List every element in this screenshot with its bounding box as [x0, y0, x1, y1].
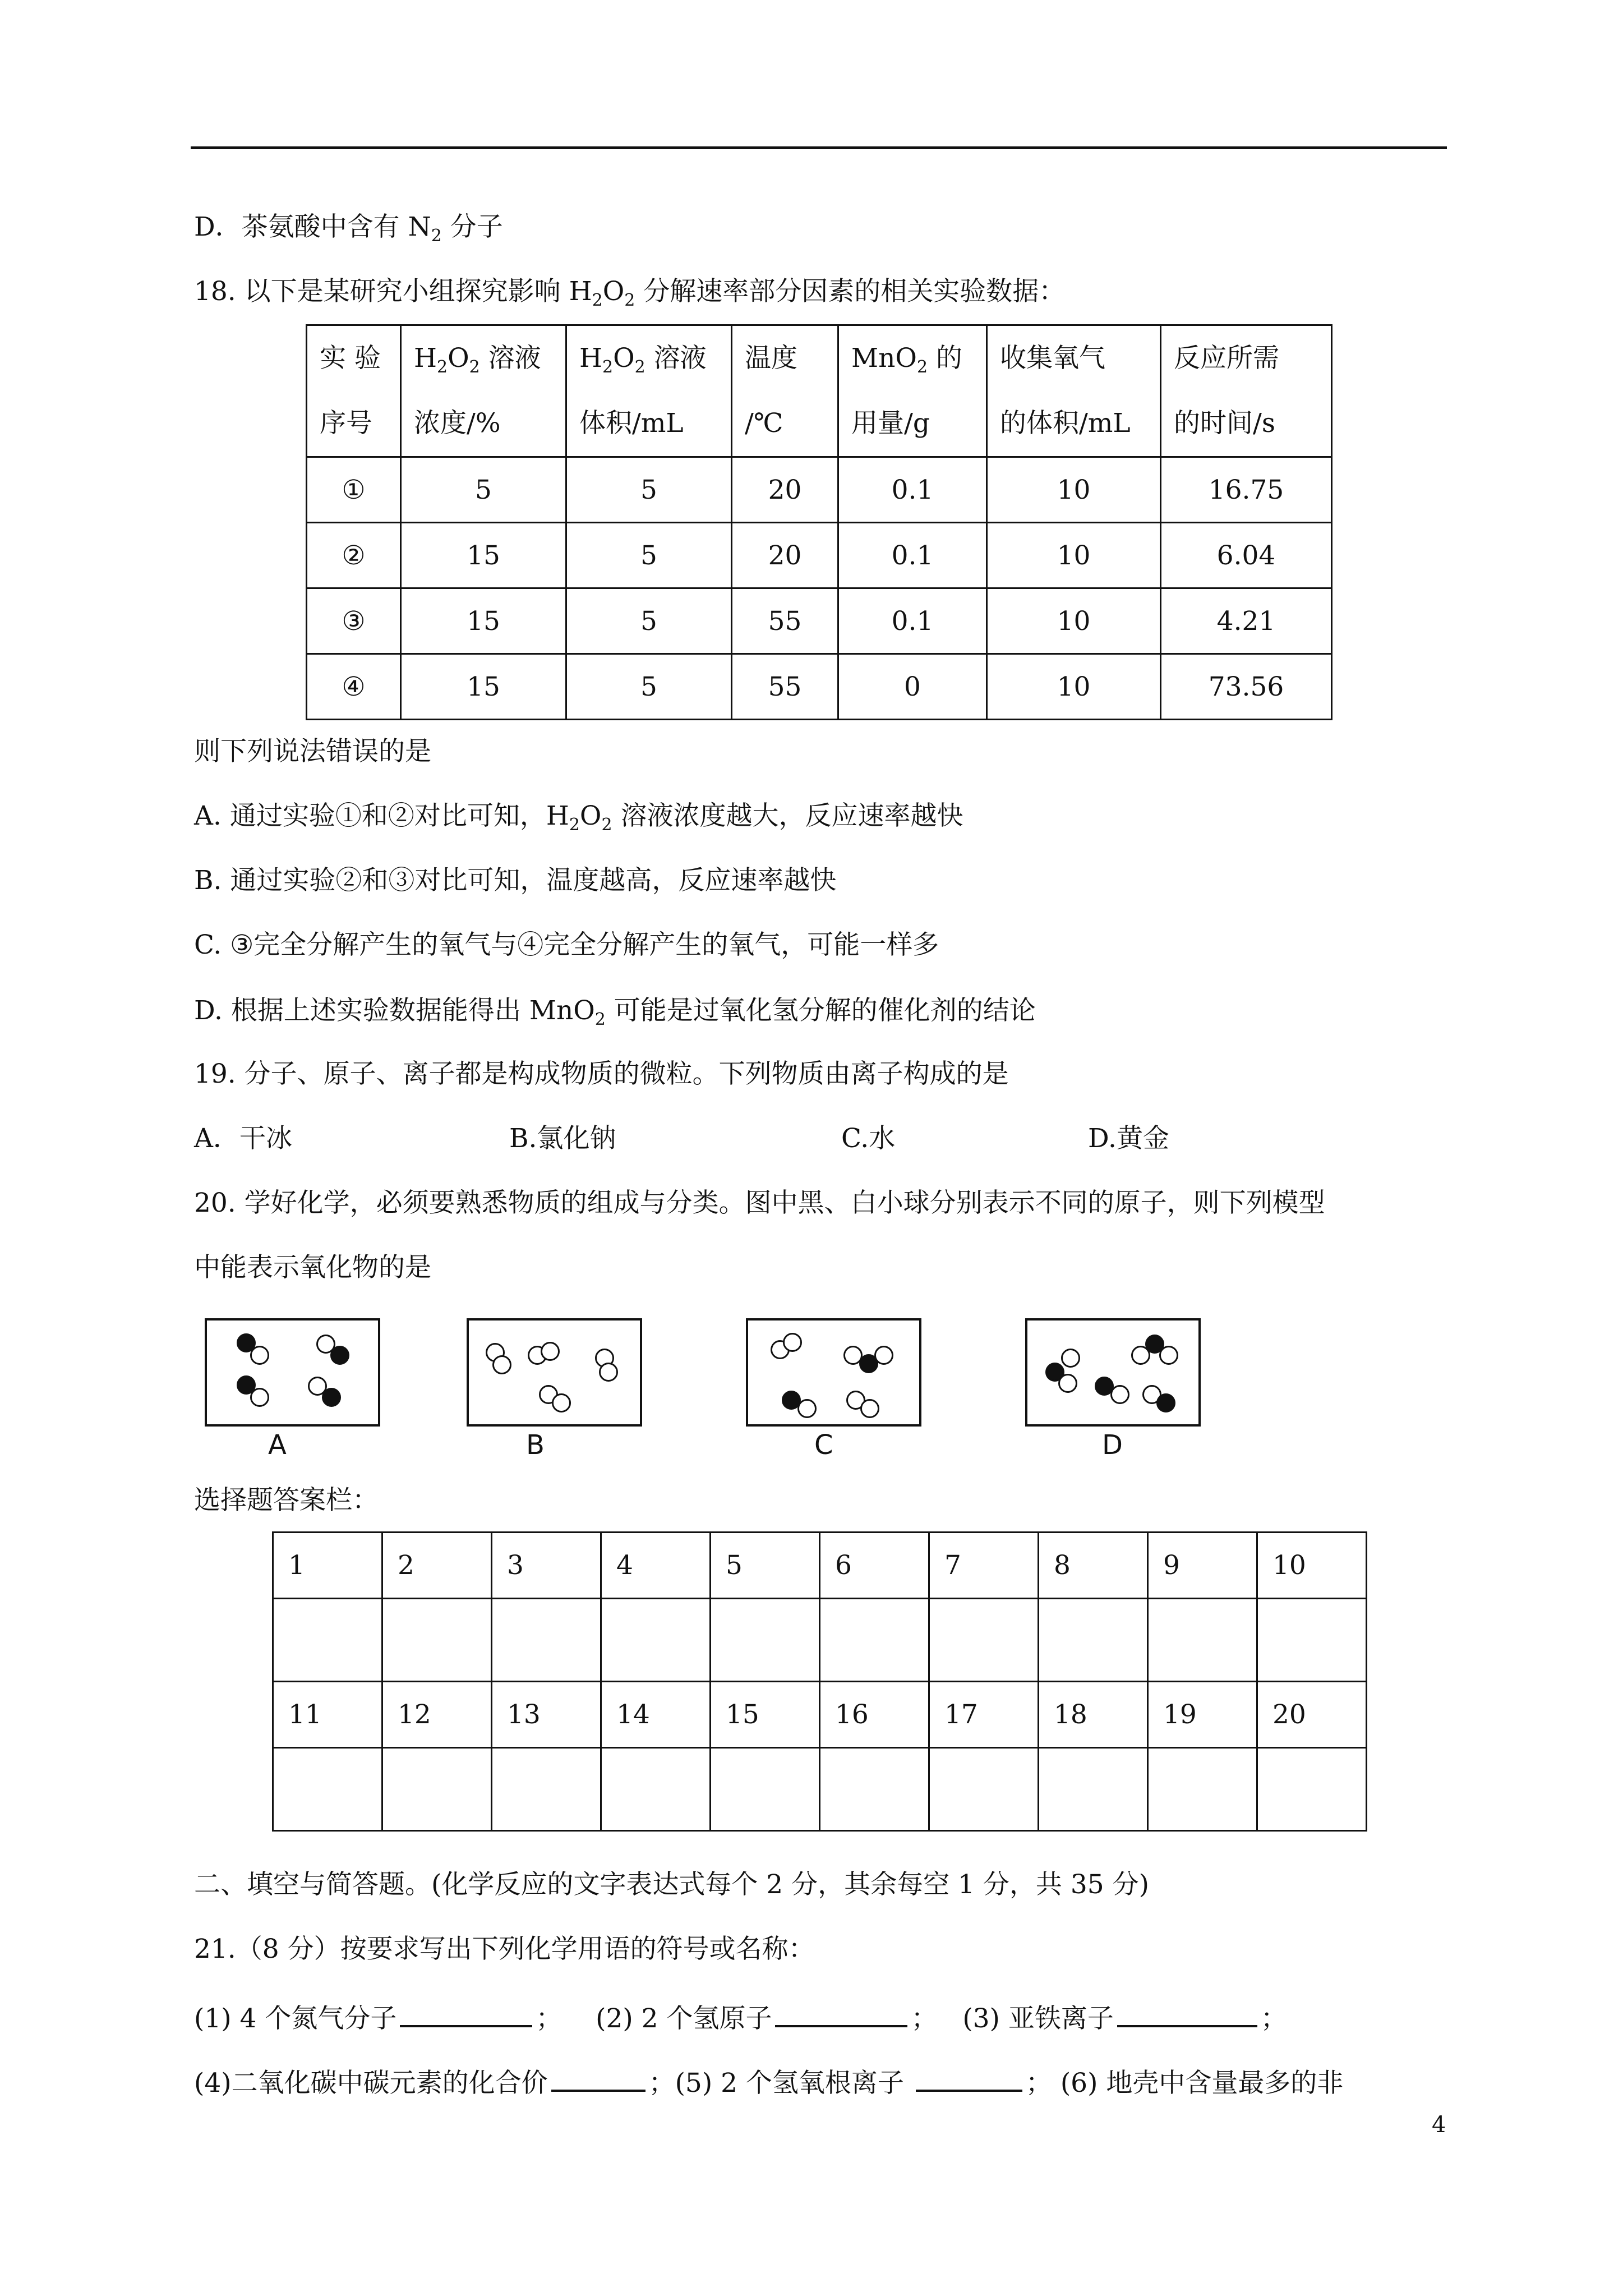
table-row: [307, 588, 1332, 654]
q19-option-d: D.黄金: [1088, 1123, 1169, 1154]
answer-blank-row: [273, 1599, 1367, 1682]
answer-blank-cell[interactable]: [929, 1599, 1039, 1682]
q21-items-line1: (1) 4 个氮气分子 ； (2) 2 个氢原子 ； (3) 亚铁离子 ；: [194, 1997, 1287, 2036]
table-cell: 73.56: [1161, 654, 1332, 720]
section2-title: 二、填空与简答题。(化学反应的文字表达式每个 2 分，其余每空 1 分，共 35 分): [194, 1869, 1149, 1900]
answer-number-cell: 17: [929, 1682, 1039, 1748]
table-cell: 0: [838, 654, 987, 720]
answer-number-cell: 8: [1039, 1533, 1148, 1599]
white-atom: [1159, 1346, 1178, 1365]
q21-item-1: (1) 4 个氮气分子: [194, 2003, 397, 2034]
q17-option-d: D．茶氨酸中含有 $N_2$ 分子: [194, 211, 503, 246]
table-cell: 0.1: [838, 523, 987, 588]
molecule-model-b: [467, 1318, 642, 1427]
answer-number-cell: 10: [1257, 1533, 1367, 1599]
answer-blank[interactable]: [775, 1997, 907, 2027]
answer-blank-cell[interactable]: [382, 1599, 492, 1682]
molecule-model-c: [746, 1318, 921, 1427]
table-cell: 16.75: [1161, 457, 1332, 523]
q20-stem-line2: 中能表示氧化物的是: [194, 1252, 431, 1283]
answer-blank[interactable]: [1117, 1997, 1257, 2027]
answer-number-cell: 11: [273, 1682, 382, 1748]
white-atom: [492, 1355, 511, 1374]
answer-number-cell: 6: [820, 1533, 929, 1599]
white-atom: [1058, 1374, 1077, 1393]
table-cell: 55: [732, 588, 838, 654]
q21-item-5: (5) 2 个氢氧根离子: [675, 2068, 904, 2099]
black-atom: [1156, 1393, 1175, 1412]
table-cell: 4.21: [1161, 588, 1332, 654]
table-cell: 5: [566, 588, 732, 654]
answer-blank[interactable]: [916, 2062, 1022, 2092]
model-label-c: C: [814, 1429, 833, 1461]
table-header-cell: MnO$_2$ 的 用量/g: [838, 325, 987, 457]
answer-blank-cell[interactable]: [273, 1748, 382, 1831]
answer-blank[interactable]: [400, 1997, 532, 2027]
answer-blank-cell[interactable]: [820, 1748, 929, 1831]
table-cell: 20: [732, 523, 838, 588]
q19-option-b: B.氯化钠: [509, 1123, 616, 1154]
table-header-cell: $H_2O_2$ 溶液 体积/mL: [566, 325, 732, 457]
answer-blank-row: [273, 1748, 1367, 1831]
table-cell: 5: [401, 457, 566, 523]
molecule-model-a: [205, 1318, 380, 1427]
table-cell: 55: [732, 654, 838, 720]
model-label-d: D: [1102, 1429, 1123, 1461]
table-header-row: [307, 325, 1332, 457]
q21-item-4: (4)二氧化碳中碳元素的化合价: [194, 2068, 548, 2099]
molecule-model-d: [1025, 1318, 1201, 1427]
table-cell: ③: [307, 588, 401, 654]
table-header-cell: 反应所需 的时间/s: [1161, 325, 1332, 457]
page-number: 4: [1432, 2112, 1446, 2138]
table-cell: 10: [987, 654, 1161, 720]
answer-blank-cell[interactable]: [1148, 1748, 1257, 1831]
white-atom: [874, 1346, 893, 1365]
q18-stem: 18. 以下是某研究小组探究影响 $H_2O_2$ 分解速率部分因素的相关实验数据：: [194, 276, 1066, 310]
table-cell: 15: [401, 588, 566, 654]
answer-blank-cell[interactable]: [711, 1748, 820, 1831]
table-cell: 6.04: [1161, 523, 1332, 588]
table-header-cell: 温度 /℃: [732, 325, 838, 457]
header-rule: [191, 146, 1447, 149]
q21-items-line2: (4)二氧化碳中碳元素的化合价 ；(5) 2 个氢氧根离子 ； (6) 地壳中含量最多的非: [194, 2062, 1343, 2100]
answer-blank-cell[interactable]: [382, 1748, 492, 1831]
answer-blank-cell[interactable]: [1257, 1748, 1367, 1831]
table-header-cell: $H_2O_2$ 溶液 浓度/%: [401, 325, 566, 457]
white-atom: [250, 1346, 269, 1365]
q21-stem: 21.（8 分）按要求写出下列化学用语的符号或名称：: [194, 1934, 815, 1964]
table-cell: ②: [307, 523, 401, 588]
answer-number-cell: 5: [711, 1533, 820, 1599]
answer-blank-cell[interactable]: [273, 1599, 382, 1682]
table-cell: 10: [987, 523, 1161, 588]
answer-number-cell: 3: [492, 1533, 601, 1599]
answer-number-row: [273, 1682, 1367, 1748]
table-cell: 15: [401, 523, 566, 588]
answer-blank-cell[interactable]: [492, 1599, 601, 1682]
table-row: [307, 654, 1332, 720]
answer-blank-cell[interactable]: [1148, 1599, 1257, 1682]
answer-number-cell: 1: [273, 1533, 382, 1599]
table-cell: 0.1: [838, 588, 987, 654]
q18-option-d: D. 根据上述实验数据能得出 MnO$_2$ 可能是过氧化氢分解的催化剂的结论: [194, 995, 1036, 1029]
q18-option-c: C. ③完全分解产生的氧气与④完全分解产生的氧气，可能一样多: [194, 930, 939, 960]
answer-number-cell: 2: [382, 1533, 492, 1599]
q21-item-6: (6) 地壳中含量最多的非: [1060, 2068, 1344, 2099]
q20-stem-line1: 20. 学好化学，必须要熟悉物质的组成与分类。图中黑、白小球分别表示不同的原子，则下列模型: [194, 1188, 1325, 1218]
answer-blank-cell[interactable]: [1039, 1599, 1148, 1682]
table-row: [307, 457, 1332, 523]
table-cell: 5: [566, 457, 732, 523]
answer-number-cell: 9: [1148, 1533, 1257, 1599]
model-label-b: B: [526, 1429, 545, 1461]
q19-option-c: C.水: [841, 1123, 896, 1154]
q19-option-a: A．干冰: [194, 1123, 292, 1154]
table-cell: ④: [307, 654, 401, 720]
answer-blank-cell[interactable]: [492, 1748, 601, 1831]
answer-number-cell: 13: [492, 1682, 601, 1748]
white-atom: [783, 1333, 802, 1352]
answer-blank-cell[interactable]: [1257, 1599, 1367, 1682]
answer-blank-cell[interactable]: [711, 1599, 820, 1682]
answer-number-row: [273, 1533, 1367, 1599]
q19-stem: 19. 分子、原子、离子都是构成物质的微粒。下列物质由离子构成的是: [194, 1059, 1009, 1089]
table-cell: 10: [987, 588, 1161, 654]
white-atom: [1061, 1349, 1080, 1368]
white-atom: [1110, 1385, 1129, 1404]
answer-blank-cell[interactable]: [820, 1599, 929, 1682]
q18-question: 则下列说法错误的是: [194, 736, 431, 767]
white-atom: [797, 1399, 817, 1418]
black-atom: [330, 1346, 349, 1365]
q18-option-b: B. 通过实验②和③对比可知，温度越高，反应速率越快: [194, 865, 837, 896]
answer-blank-cell[interactable]: [601, 1599, 711, 1682]
table-cell: 5: [566, 654, 732, 720]
answer-table: [272, 1531, 1367, 1832]
answer-blank-cell[interactable]: [601, 1748, 711, 1831]
answer-number-cell: 7: [929, 1533, 1039, 1599]
answer-number-cell: 16: [820, 1682, 929, 1748]
table-cell: 10: [987, 457, 1161, 523]
table-cell: 20: [732, 457, 838, 523]
table-cell: 5: [566, 523, 732, 588]
q21-item-2: (2) 2 个氢原子: [596, 2003, 772, 2034]
answer-number-cell: 18: [1039, 1682, 1148, 1748]
white-atom: [599, 1363, 618, 1382]
answer-number-cell: 14: [601, 1682, 711, 1748]
table-row: [307, 523, 1332, 588]
answer-blank-cell[interactable]: [1039, 1748, 1148, 1831]
table-cell: 0.1: [838, 457, 987, 523]
white-atom: [552, 1393, 571, 1412]
experiment-data-table: [306, 324, 1332, 720]
answer-section-title: 选择题答案栏：: [194, 1485, 379, 1516]
q18-option-a: A. 通过实验①和②对比可知，$H_2O_2$ 溶液浓度越大，反应速率越快: [194, 800, 963, 835]
answer-number-cell: 19: [1148, 1682, 1257, 1748]
answer-number-cell: 12: [382, 1682, 492, 1748]
black-atom: [322, 1388, 341, 1407]
answer-number-cell: 4: [601, 1533, 711, 1599]
white-atom: [250, 1388, 269, 1407]
answer-number-cell: 15: [711, 1682, 820, 1748]
q21-item-3: (3) 亚铁离子: [962, 2003, 1114, 2034]
table-cell: ①: [307, 457, 401, 523]
white-atom: [541, 1342, 560, 1361]
answer-blank-cell[interactable]: [929, 1748, 1039, 1831]
model-label-a: A: [268, 1429, 287, 1461]
answer-number-cell: 20: [1257, 1682, 1367, 1748]
table-header-cell: 实 验 序号: [307, 325, 401, 457]
answer-blank[interactable]: [551, 2062, 645, 2092]
table-header-cell: 收集氧气 的体积/mL: [987, 325, 1161, 457]
white-atom: [860, 1399, 879, 1418]
table-cell: 15: [401, 654, 566, 720]
